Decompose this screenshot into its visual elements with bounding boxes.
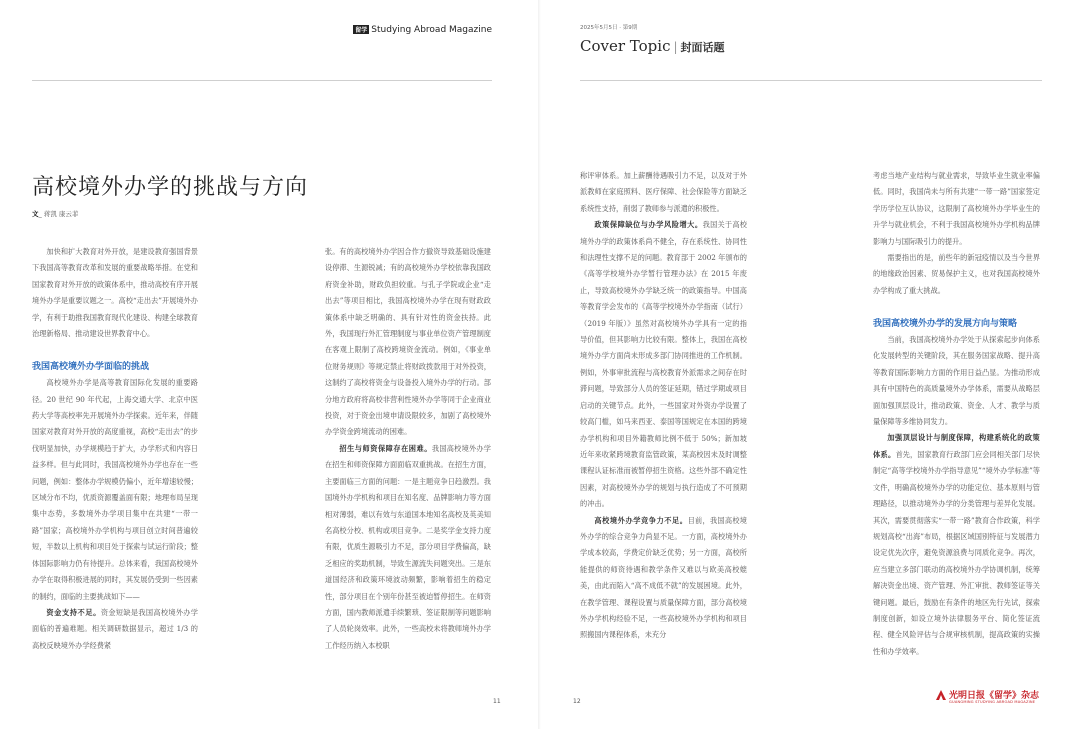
paragraph: 加快和扩大教育对外开放，是建设教育强国背景下我国高等教育改革和发展的重要战略举措。在党和国家教育对外开放的政策体系中，推动高校有序开展境外办学是重要议题之一。高校“走出去”开展境外办学，有利于助推我国教育现代化建设、构建全球教育治理新格局、推动建设世界教育中心。 (32, 247, 198, 339)
paragraph: 政策保障缺位与办学风险增大。我国关于高校境外办学的政策体系尚不健全，存在系统性、协同性和法理性支撑不足的问题。教育部于 2002 年颁布的《高等学校境外办学暂行管理办法》在 2015 年废止，导致高校境外办学缺乏统一的政策指导。中国高等教育学会发布的《高等学校境外办学指南（试行）（2019 年版）》虽然对高校境外办学具有一定的指导价值，但其影响力比较有限。整体上，我国在高校境外办学方面尚未形成多部门协同推进的工作机制。例如，外事审批流程与高校教育外派需求之间存在时滞问题，导致部分人员的签证延期，错过学期或项目启动的关键节点。此外，一些国家对外资办学设置了较高门槛，如马来西亚、泰国等国规定在本国的跨境办学机构和项目外籍教师比例不低于 50%；新加坡近年来收紧跨境教育监管政策，某高校因未及时调整课程认证标准而被暂停招生资格。这些外部不确定性因素，对高校境外办学的规划与执行造成了不可预期的冲击。 (580, 220, 747, 509)
issue-date: 2025年5月5日 · 第9期 (580, 25, 638, 31)
magazine-logo: 留学 (355, 27, 368, 34)
paragraph: 称评审体系。加上薪酬待遇吸引力不足，以及对于外派教师在家庭照料、医疗保障、社会保险等方面缺乏系统性支持，削弱了教师参与派遣的积极性。 (580, 171, 747, 213)
magazine-masthead (353, 25, 492, 35)
header-rule (580, 80, 1042, 81)
paragraph: 资金支持不足。资金短缺是我国高校境外办学面临的普遍难题。相关调研数据显示，超过 1/3 的高校反映境外办学经费紧 (32, 607, 198, 650)
paragraph-lead: 政策保障缺位与办学风险增大。 (594, 220, 703, 230)
brand-name-cn: 光明日报《留学》杂志 (949, 691, 1040, 701)
text-column-1 (32, 244, 198, 682)
paragraph-lead: 招生与师资保障存在困难。 (339, 443, 432, 453)
magazine-name: Studying Abroad Magazine (371, 25, 492, 35)
section-title-en: Cover Topic (580, 37, 671, 55)
section-header (580, 37, 725, 55)
paragraph: 考虑当地产业结构与就业需求，导致毕业生就业率偏低。同时，我国尚未与所有共建“一带一路”国家签定学历学位互认协议，这限制了高校境外办学毕业生的升学与就业机会，不利于我国高校境外办学机构品牌影响力与国际吸引力的提升。 (873, 171, 1040, 246)
section-heading: 我国高校境外办学的发展方向与策略 (873, 318, 1018, 329)
paragraph: 张。有的高校境外办学因合作方撤资导致基础设施建设停滞、生源锐减；有的高校境外办学校依靠我国政府资金补助，财政负担较重。与孔子学院或企业“走出去”等项目相比，我国高校境外办学在现有财政政策体系中缺乏明确的、具有针对性的资金扶持。此外，我国现行外汇管理制度与事业单位资产管理制度在客观上限制了高校跨境资金流动。例如，《事业单位财务规则》等规定禁止将财政拨款用于对外投资，这制约了高校将资金与设备投入境外办学的行动。部分地方政府将高校非营利性境外办学等同于企业商业投资，对于资金出境申请设限较多，加剧了高校境外办学资金跨境流动的困难。 (325, 247, 491, 437)
paragraph: 需要指出的是，前些年的新冠疫情以及当今世界的地缘政治因素、贸易保护主义，也对我国高校境外办学构成了重大挑战。 (873, 253, 1040, 295)
article-title: 高校境外办学的挑战与方向 (32, 175, 309, 200)
right-page (540, 0, 1080, 729)
section-separator: | (673, 40, 678, 54)
brand-name-en: GUANGMING STUDYING ABROAD MAGAZINE (949, 700, 1036, 704)
header-rule (32, 80, 492, 81)
brand-mark-icon (935, 689, 947, 701)
paragraph: 高校境外办学是高等教育国际化发展的重要路径。20 世纪 90 年代起，上海交通大学、北京中医药大学等高校率先开展境外办学探索。近年来，伴随国家对教育对外开放的高度重视，高校“走出去”的步伐明显加快，办学规模趋于扩大，办学形式和内容日益多样。但与此同时，我国高校境外办学也存在一些问题，例如：整体办学规模仍偏小，近年增速较慢；区域分布不均，优质资源覆盖面有限；地理布局呈现集中态势，多数境外办学项目集中在共建“一带一路”国家；高校境外办学机构与项目创立时间普遍较短，半数以上机构和项目处于探索与试运行阶段；整体国际影响力仍有待提升。总体来看，我国高校境外办学在取得积极进展的同时，其发展仍受到一些因素的制约，面临的主要挑战如下—— (32, 378, 198, 601)
paragraph: 当前，我国高校境外办学处于从探索起步向体系化发展转型的关键阶段，其在服务国家战略、提升高等教育国际影响力方面的作用日益凸显。为推动形成具有中国特色的高质量境外办学体系，需要从战略层面加强顶层设计，推动政策、资金、人才、教学与质量保障等多维协同发力。 (873, 335, 1040, 427)
byline-label: 文 (32, 210, 39, 218)
section-title-cn: 封面话题 (680, 41, 725, 54)
left-page (0, 0, 538, 729)
paragraph: 高校境外办学竞争力不足。目前，我国高校境外办学的综合竞争力尚显不足。一方面，高校境外办学成本较高，学费定价缺乏优势；另一方面，高校所能提供的师资待遇和教学条件又难以与欧美高校媲美，由此而陷入“高不成低不就”的发展困境。此外，在教学管理、课程设置与质量保障方面，部分高校境外办学机构经验不足，一些高校境外办学机构和项目照搬国内课程体系，未充分 (580, 515, 747, 640)
text-column-3 (580, 168, 747, 688)
text-column-4 (873, 168, 1040, 688)
byline-names: _ 蒋凯 康云菲 (38, 210, 79, 218)
paragraph: 加强顶层设计与制度保障，构建系统化的政策体系。首先，国家教育行政部门应会同相关部门尽快制定“高等学校境外办学指导意见”“境外办学标准”等文件，明确高校境外办学的功能定位、基本原则与管理路径，以推动境外办学的分类管理与差异化发展。其次，需要贯彻落实“一带一路”教育合作政策，科学规划高校“出海”布局，根据区域国别特征与发展潜力设定优先次序，避免资源浪费与同质化竞争。再次，应当建立多部门联动的高校境外办学协调机制，统筹解决资金出境、资产管理、外汇审批、教师签证等关键问题。最后，鼓励在有条件的地区先行先试，探索制度创新，如设立境外法律服务平台、简化签证流程、健全风险评估与合规审核机制，提高政策的实操性和办学效率。 (873, 433, 1040, 656)
paragraph-lead: 资金支持不足。 (46, 607, 101, 617)
brand-logo (935, 688, 1045, 708)
section-heading: 我国高校境外办学面临的挑战 (32, 361, 150, 372)
page-number-right: 12 (573, 698, 581, 705)
byline (32, 209, 78, 218)
paragraph-lead: 加强顶层设计与制度保障，构建系统化的政策体系。 (873, 433, 1040, 459)
paragraph: 招生与师资保障存在困难。我国高校境外办学在招生和师资保障方面面临双重挑战。在招生方面，主要面临三方面的问题：一是主题竞争日趋激烈。我国境外办学机构和项目在知名度、品牌影响力等方面相对薄弱，难以有效与东道国本地知名高校及英美知名高校分校、机构或项目竞争。二是奖学金支持力度有限，优质生源吸引力不足，部分项目学费偏高，缺乏相应的奖助机制，导致生源流失问题突出。三是东道国经济和政策环境波动频繁，影响着招生的稳定性，部分项目在个别年份甚至被迫暂停招生。在师资方面，国内教师派遣手续繁琐、签证限制等问题影响了人员轮岗效率。此外，一些高校未将教师境外办学工作经历纳入本校职 (325, 443, 491, 650)
page-number-left: 11 (493, 698, 501, 705)
text-column-2 (325, 244, 491, 682)
paragraph-lead: 高校境外办学竞争力不足。 (594, 515, 688, 525)
